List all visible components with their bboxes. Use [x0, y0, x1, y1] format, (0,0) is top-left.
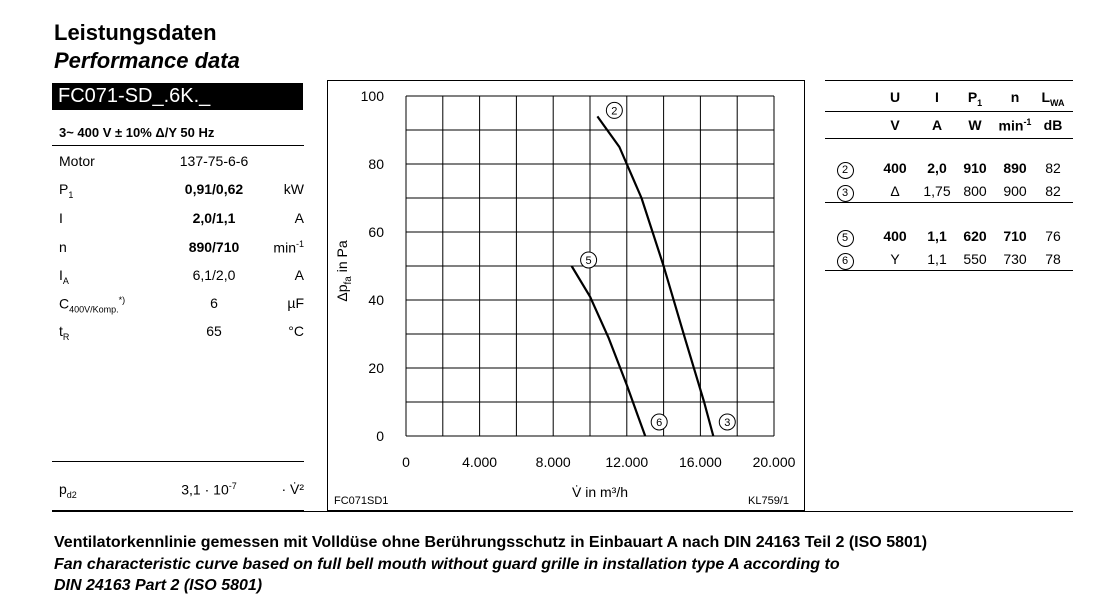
curve-series-2 — [572, 266, 646, 436]
spec-value: 2,0/1,1 — [192, 210, 236, 226]
table-unit: A — [931, 117, 943, 133]
y-tick-label: 20 — [368, 360, 384, 376]
divider — [825, 138, 1073, 139]
footer-english-line1: Fan characteristic curve based on full bell mouth without guard grille in installation type A according to — [54, 556, 840, 573]
divider — [825, 111, 1073, 112]
model-designation: FC071-SD_.6K._ — [52, 83, 303, 110]
spec-value: $3,1 \cdot 10^{-7}$ — [181, 481, 237, 498]
performance-chart — [327, 80, 805, 511]
supply-voltage: 3~ 400 V ± 10% Δ/Y 50 Hz — [59, 125, 215, 140]
table-header: U — [889, 89, 901, 105]
y-tick-label: 60 — [368, 224, 384, 240]
divider — [52, 461, 304, 462]
chart-code-left: FC071SD1 — [334, 495, 389, 507]
y-tick-label: 0 — [376, 428, 384, 444]
table-cell: Y — [890, 251, 900, 267]
operating-point-id: 2 — [835, 160, 855, 179]
table-cell: 890 — [1003, 160, 1027, 176]
operating-point-id: 3 — [835, 183, 855, 202]
table-cell: 1,1 — [927, 228, 947, 244]
spec-unit: kW — [283, 181, 304, 197]
spec-unit: µF — [287, 295, 304, 311]
curve-end-label: 3 — [724, 417, 731, 429]
spec-value: 6 — [210, 295, 218, 311]
spec-current — [59, 210, 304, 232]
footer-english-line2: DIN 24163 Part 2 (ISO 5801) — [54, 577, 263, 594]
spec-label: $I_A$ — [59, 267, 69, 286]
spec-temperature — [59, 323, 304, 345]
table-unit: $\min^{-1}$ — [998, 117, 1032, 134]
spec-value: 890/710 — [188, 239, 240, 255]
spec-value: 137-75-6-6 — [179, 153, 249, 169]
spec-label: $t_R$ — [59, 323, 70, 342]
y-axis-label: $\Delta p_{fa}$ in Pa — [334, 240, 354, 302]
table-header: $L_{WA}$ — [1041, 89, 1065, 108]
spec-unit: A — [294, 210, 304, 226]
table-cell: 400 — [883, 160, 907, 176]
table-cell: 400 — [883, 228, 907, 244]
y-tick-label: 40 — [368, 292, 384, 308]
title-german: Leistungsdaten — [54, 20, 217, 45]
table-unit: V — [890, 117, 900, 133]
operating-point-id: 6 — [835, 251, 855, 270]
spec-label: n — [59, 239, 67, 255]
divider — [825, 80, 1073, 81]
spec-label: I — [59, 210, 63, 226]
table-cell: Δ — [890, 183, 900, 199]
x-tick-label: 16.000 — [678, 454, 722, 470]
spec-label: Motor — [59, 153, 95, 169]
spec-label: $p_{d2}$ — [59, 481, 77, 500]
divider — [52, 511, 1073, 512]
table-cell: 2,0 — [927, 160, 947, 176]
curve-start-label: 5 — [585, 255, 592, 267]
table-cell: 620 — [963, 228, 987, 244]
divider — [825, 270, 1073, 271]
table-cell: 1,1 — [927, 251, 947, 267]
spec-label: $C_{400V/Komp.}^{*)}$ — [59, 295, 126, 315]
x-tick-label: 4.000 — [462, 454, 498, 470]
table-header: I — [935, 89, 939, 105]
curve-end-label: 6 — [656, 417, 663, 429]
table-cell: 78 — [1045, 251, 1061, 267]
spec-starting-current — [59, 267, 304, 289]
table-header: n — [1010, 89, 1020, 105]
spec-value: 6,1/2,0 — [192, 267, 236, 283]
spec-motor — [59, 153, 304, 175]
table-cell: 82 — [1045, 183, 1061, 199]
table-header: $P_1$ — [967, 89, 983, 108]
spec-value: 65 — [206, 323, 222, 339]
table-cell: 550 — [963, 251, 987, 267]
spec-label: $P_1$ — [59, 181, 74, 200]
spec-capacitor — [59, 295, 304, 317]
x-tick-label: 20.000 — [752, 454, 796, 470]
spec-unit: $\min^{-1}$ — [273, 239, 304, 256]
spec-pd2 — [59, 481, 304, 501]
spec-value: 0,91/0,62 — [184, 181, 244, 197]
y-tick-label: 80 — [368, 156, 384, 172]
spec-p1 — [59, 181, 304, 203]
spec-speed — [59, 239, 304, 261]
footer-german: Ventilatorkennlinie gemessen mit Volldüse ohne Berührungsschutz in Einbauart A nach DIN 24163 Teil 2 (ISO 5801) — [54, 534, 928, 551]
spec-unit: · V̇² — [281, 481, 304, 497]
spec-unit: A — [294, 267, 304, 283]
title-english: Performance data — [54, 48, 240, 73]
operating-point-id: 5 — [835, 228, 855, 247]
table-cell: 76 — [1045, 228, 1061, 244]
table-cell: 800 — [963, 183, 987, 199]
y-tick-label: 100 — [360, 88, 384, 104]
table-cell: 730 — [1003, 251, 1027, 267]
table-cell: 82 — [1045, 160, 1061, 176]
table-cell: 910 — [963, 160, 987, 176]
x-tick-label: 0 — [402, 454, 410, 470]
table-unit: W — [968, 117, 982, 133]
table-unit: dB — [1043, 117, 1063, 133]
curve-start-label: 2 — [611, 105, 618, 118]
x-axis-label: V̇ in m³/h — [571, 484, 629, 500]
x-tick-label: 12.000 — [605, 454, 649, 470]
table-cell: 900 — [1003, 183, 1027, 199]
spec-unit: °C — [288, 323, 304, 339]
x-tick-label: 8.000 — [535, 454, 571, 470]
table-cell: 1,75 — [923, 183, 951, 199]
divider — [52, 145, 304, 146]
divider — [825, 202, 1073, 203]
table-cell: 710 — [1003, 228, 1027, 244]
chart-code-right: KL759/1 — [748, 495, 789, 507]
